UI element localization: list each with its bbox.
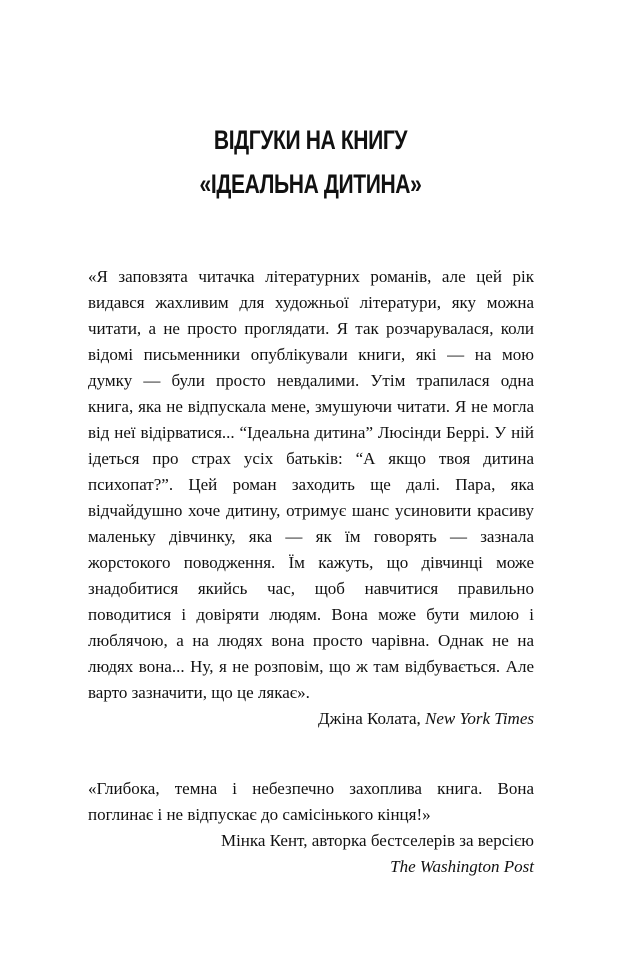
review-text: «Глибока, темна і небезпечно захоплива книга. Вона поглинає і не відпускає до самісінького кінця!» — [88, 779, 534, 824]
review-source: New York Times — [425, 709, 534, 728]
review-attribution — [88, 706, 534, 732]
review-gina-kolata — [88, 264, 534, 732]
review-text: «Я заповзята читачка літературних романів, але цей рік видався жахливим для художньої літератури, яку можна читати, а не просто проглядати. Я так розчарувалася, коли відомі письменники опублікували книги, які — на мою думку — були просто невдалими. Утім трапилася одна книга, яка не відпускала мене, змушуючи читати. Я не могла від неї відірватися... “Ідеальна дитина” Люсінди Беррі. У ній ідеться про страх усіх батьків: “А якщо твоя дитина психопат?”. Цей роман заходить ще далі. Пара, яка відчайдушно хоче дитину, отримує шанс усиновити красиву маленьку дівчинку, яка — як їм говорять — зазнала жорстокого поводження. Їм кажуть, що дівчинці може знадобитися якийсь час, щоб навчитися правильно поводитися і довіряти людям. Вона може бути милою і люблячою, а на людях вона просто чарівна. Однак не на людях вона... Ну, я не розповім, що ж там відбувається. Але варто зазначити, що це лякає». — [88, 267, 534, 702]
page-title — [68, 118, 552, 206]
review-author: Джіна Колата, — [318, 709, 421, 728]
review-minka-kent — [88, 776, 534, 880]
review-author: Мінка Кент, авторка бестселерів за версією — [220, 831, 534, 850]
review-source: The Washington Post — [390, 857, 534, 876]
review-attribution — [88, 828, 534, 880]
page-title-line-1: ВІДГУКИ НА КНИГУ — [213, 125, 408, 155]
page-title-line-2: «ІДЕАЛЬНА ДИТИНА» — [199, 169, 422, 199]
